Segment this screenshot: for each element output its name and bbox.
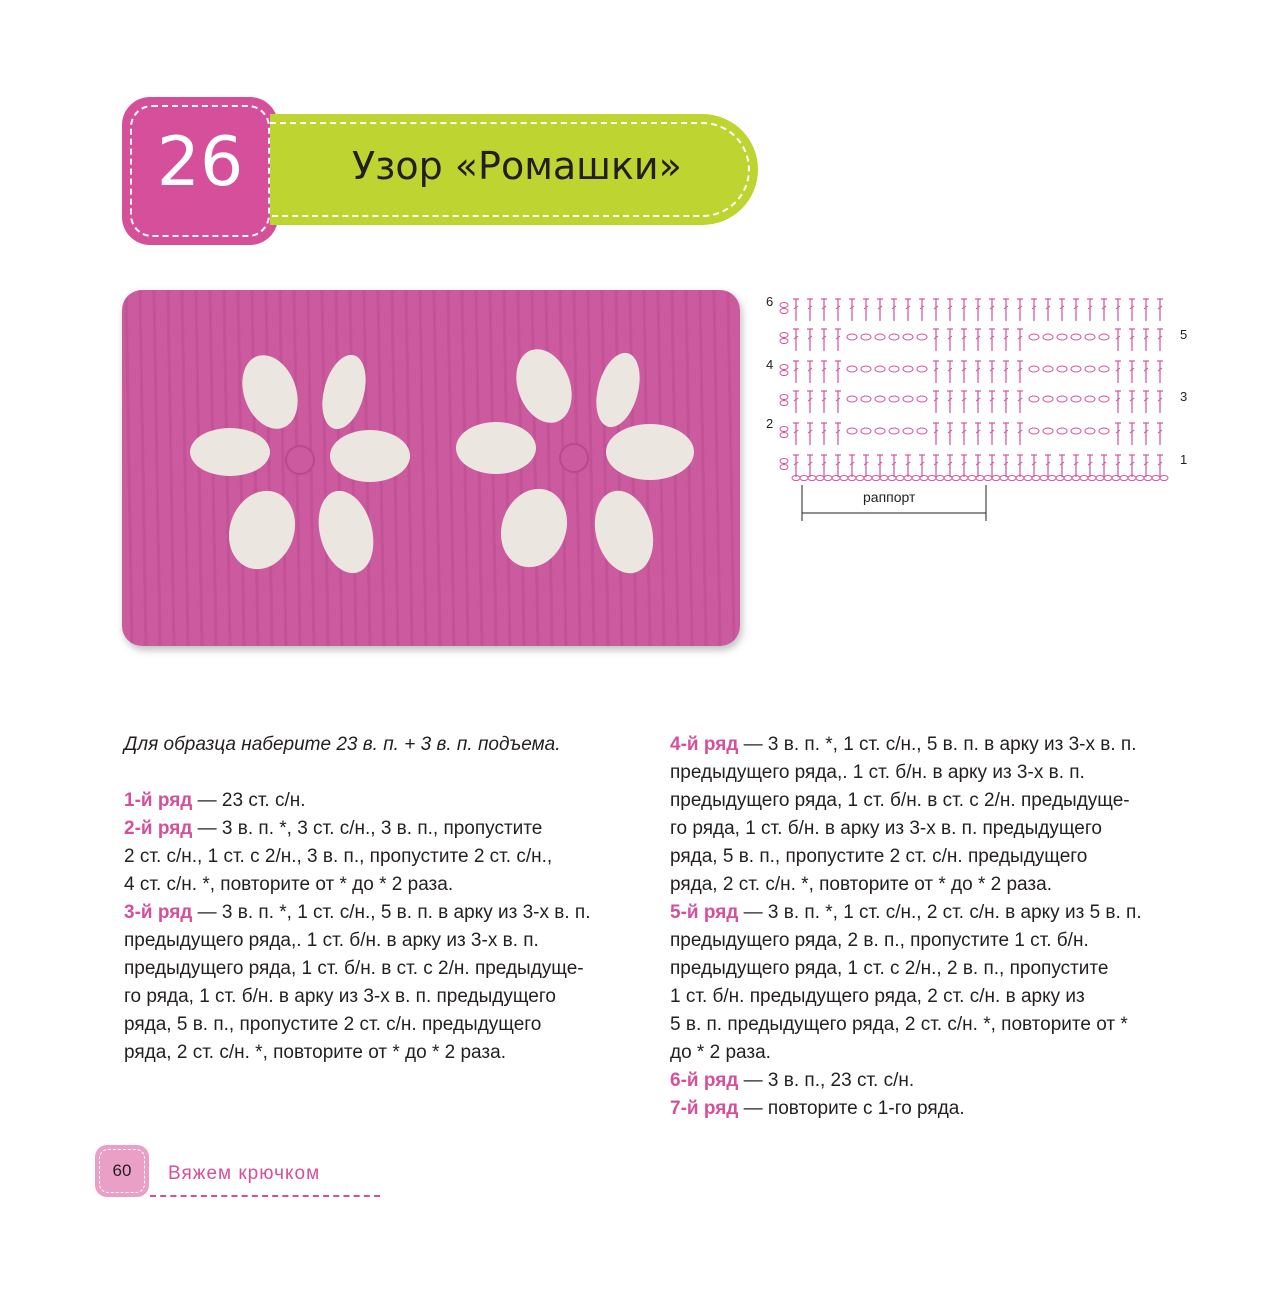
chain-arc: [875, 396, 885, 402]
instruction-line: [124, 955, 644, 983]
instruction-line: [670, 731, 1200, 759]
row-text: предыдущего ряда, 1 ст. с 2/н., 2 в. п., пропустите: [670, 958, 1109, 979]
instructions-right-column: [670, 731, 1200, 1123]
chain-arc: [1057, 366, 1067, 372]
chain-arc: [917, 428, 927, 434]
chain-arc: [861, 366, 871, 372]
chain-arc: [1085, 396, 1095, 402]
instruction-line: [670, 759, 1200, 787]
turning-chain: [780, 433, 788, 438]
title-bar: [270, 114, 758, 225]
row-text: — 3 в. п. *, 1 ст. с/н., 5 в. п. в арку из 3-х в. п.: [197, 902, 591, 923]
row-label-6: 6: [766, 294, 774, 309]
chain-arc: [1099, 366, 1109, 372]
chain-stitch: [1000, 476, 1008, 481]
chain-stitch: [1056, 476, 1064, 481]
chain-arc: [861, 334, 871, 340]
row-text: — 23 ст. с/н.: [197, 790, 306, 811]
instruction-line: [670, 899, 1200, 927]
chain-stitch: [872, 476, 880, 481]
turning-chain: [780, 427, 788, 432]
chain-stitch: [1024, 476, 1032, 481]
crochet-sample-image: [122, 290, 740, 646]
chain-stitch: [1136, 476, 1144, 481]
chain-arc: [847, 334, 857, 340]
chain-stitch: [952, 476, 960, 481]
instruction-line: [124, 787, 644, 815]
petal-hole: [330, 430, 410, 482]
chain-arc: [1071, 396, 1081, 402]
chain-stitch: [1120, 476, 1128, 481]
chain-arc: [1085, 334, 1095, 340]
row-label: 2-й ряд: [124, 818, 193, 839]
row-text: — повторите с 1-го ряда.: [743, 1098, 965, 1119]
chain-arc: [1043, 396, 1053, 402]
instruction-line: [124, 871, 644, 899]
chain-stitch: [1032, 476, 1040, 481]
turning-chain: [780, 401, 788, 406]
chain-stitch: [1080, 476, 1088, 481]
row-label-2: 2: [766, 416, 774, 431]
chain-stitch: [968, 476, 976, 481]
chain-arc: [1085, 366, 1095, 372]
crochet-scheme: [760, 285, 1200, 525]
row-label-1: 1: [1180, 452, 1188, 467]
chain-arc: [1071, 366, 1081, 372]
flower-center: [560, 444, 588, 472]
row-text: предыдущего ряда, 1 ст. б/н. в ст. с 2/н. предыдуще-: [124, 958, 584, 979]
instruction-line: [670, 787, 1200, 815]
row-text: го ряда, 1 ст. б/н. в арку из 3-х в. п. предыдущего: [670, 818, 1102, 839]
flower-center: [286, 446, 314, 474]
section-number-badge: [122, 97, 278, 245]
chain-stitch: [888, 476, 896, 481]
chain-stitch: [864, 476, 872, 481]
row-text: — 3 в. п. *, 1 ст. с/н., 5 в. п. в арку из 3-х в. п.: [743, 734, 1137, 755]
chain-arc: [1085, 428, 1095, 434]
intro-text: Для образца наберите 23 в. п. + 3 в. п. подъема.: [124, 734, 561, 755]
chain-arc: [875, 334, 885, 340]
turning-chain: [780, 303, 788, 308]
chain-stitch: [1048, 476, 1056, 481]
chain-arc: [875, 366, 885, 372]
chain-arc: [1043, 428, 1053, 434]
instructions-left-column: [124, 731, 644, 1067]
row-text: 1 ст. б/н. предыдущего ряда, 2 ст. с/н. в арку из: [670, 986, 1085, 1007]
chain-stitch: [824, 476, 832, 481]
turning-chain: [780, 465, 788, 470]
row-text: 4 ст. с/н. *, повторите от * до * 2 раза.: [124, 874, 454, 895]
turning-chain: [780, 395, 788, 400]
chain-arc: [861, 396, 871, 402]
row-text: 5 в. п. предыдущего ряда, 2 ст. с/н. *, повторите от *: [670, 1014, 1128, 1035]
petal-hole: [606, 424, 694, 480]
row-text: ряда, 2 ст. с/н. *, повторите от * до * 2 раза.: [670, 874, 1052, 895]
chain-stitch: [920, 476, 928, 481]
chain-stitch: [1088, 476, 1096, 481]
instruction-line: [670, 955, 1200, 983]
turning-chain: [780, 309, 788, 314]
row-text: предыдущего ряда, 1 ст. б/н. в ст. с 2/н. предыдуще-: [670, 790, 1130, 811]
row-label: 7-й ряд: [670, 1098, 739, 1119]
chain-stitch: [808, 476, 816, 481]
chain-arc: [1043, 366, 1053, 372]
chain-stitch: [976, 476, 984, 481]
section-number: 26: [156, 123, 244, 202]
row-text: предыдущего ряда, 2 в. п., пропустите 1 ст. б/н.: [670, 930, 1089, 951]
chain-stitch: [1152, 476, 1160, 481]
chain-stitch: [1040, 476, 1048, 481]
chain-arc: [1029, 428, 1039, 434]
turning-chain: [780, 339, 788, 344]
chain-stitch: [840, 476, 848, 481]
chain-arc: [875, 428, 885, 434]
chain-stitch: [928, 476, 936, 481]
row-label: 4-й ряд: [670, 734, 739, 755]
page-number: 60: [112, 1161, 132, 1180]
instruction-line: [670, 983, 1200, 1011]
row-label: 1-й ряд: [124, 790, 193, 811]
footer-dashed-line: [150, 1195, 380, 1197]
page-title: Узор «Ромашки»: [352, 144, 682, 188]
instruction-line: [670, 1039, 1200, 1067]
sample-photo: [122, 290, 740, 646]
chain-stitch: [1144, 476, 1152, 481]
chain-arc: [1029, 366, 1039, 372]
instruction-line: [124, 899, 644, 927]
chain-stitch: [1112, 476, 1120, 481]
instruction-line: [124, 1011, 644, 1039]
row-text: до * 2 раза.: [670, 1042, 771, 1063]
chain-stitch: [1008, 476, 1016, 481]
chain-arc: [903, 396, 913, 402]
row-text: предыдущего ряда,. 1 ст. б/н. в арку из 3-х в. п.: [670, 762, 1085, 783]
instruction-line: [670, 1067, 1200, 1095]
instruction-line: [124, 1039, 644, 1067]
chain-arc: [1099, 396, 1109, 402]
row-label: 6-й ряд: [670, 1070, 739, 1091]
chain-arc: [1029, 396, 1039, 402]
chain-stitch: [1064, 476, 1072, 481]
instruction-line: [670, 815, 1200, 843]
chain-stitch: [1160, 476, 1168, 481]
chain-arc: [889, 334, 899, 340]
chain-stitch: [984, 476, 992, 481]
row-text: — 3 в. п., 23 ст. с/н.: [743, 1070, 915, 1091]
chain-stitch: [832, 476, 840, 481]
row-text: 2 ст. с/н., 1 ст. с 2/н., 3 в. п., пропустите 2 ст. с/н.,: [124, 846, 553, 867]
chain-arc: [1043, 334, 1053, 340]
chain-stitch: [992, 476, 1000, 481]
chain-stitch: [880, 476, 888, 481]
row-text: предыдущего ряда,. 1 ст. б/н. в арку из 3-х в. п.: [124, 930, 539, 951]
chain-stitch: [944, 476, 952, 481]
instruction-line: [670, 927, 1200, 955]
rows-left: [124, 787, 644, 1067]
chain-arc: [1071, 334, 1081, 340]
chain-arc: [889, 396, 899, 402]
chain-arc: [1071, 428, 1081, 434]
row-label-5: 5: [1180, 327, 1188, 342]
turning-chain: [780, 333, 788, 338]
row-text: ряда, 5 в. п., пропустите 2 ст. с/н. предыдущего: [124, 1014, 542, 1035]
chain-stitch: [1096, 476, 1104, 481]
repeat-label: раппорт: [863, 489, 916, 505]
chain-arc: [847, 366, 857, 372]
chain-stitch: [816, 476, 824, 481]
instruction-line: [670, 1095, 1200, 1123]
row-label-3: 3: [1180, 389, 1188, 404]
row-text: ряда, 2 ст. с/н. *, повторите от * до * 2 раза.: [124, 1042, 506, 1063]
chain-stitch: [800, 476, 808, 481]
row-text: — 3 в. п. *, 3 ст. с/н., 3 в. п., пропустите: [197, 818, 543, 839]
petal-hole: [190, 428, 270, 476]
turning-chain: [780, 459, 788, 464]
chain-stitch: [912, 476, 920, 481]
row-label: 3-й ряд: [124, 902, 193, 923]
chain-arc: [903, 366, 913, 372]
chain-stitch: [936, 476, 944, 481]
instruction-line: [124, 815, 644, 843]
turning-chain: [780, 371, 788, 376]
instruction-line: [670, 871, 1200, 899]
chain-arc: [889, 428, 899, 434]
chain-stitch: [1104, 476, 1112, 481]
row-text: го ряда, 1 ст. б/н. в арку из 3-х в. п. предыдущего: [124, 986, 556, 1007]
instruction-line: [124, 983, 644, 1011]
chain-arc: [1099, 428, 1109, 434]
rows-right: [670, 731, 1200, 1123]
chain-arc: [917, 334, 927, 340]
chain-arc: [1029, 334, 1039, 340]
page-number-badge: [95, 1145, 149, 1197]
row-label: 5-й ряд: [670, 902, 739, 923]
instruction-line: [670, 1011, 1200, 1039]
chain-arc: [903, 428, 913, 434]
chain-arc: [847, 396, 857, 402]
petal-hole: [456, 422, 536, 474]
chain-arc: [917, 396, 927, 402]
chain-arc: [1057, 334, 1067, 340]
chain-stitch: [896, 476, 904, 481]
book-title: Вяжем крючком: [168, 1163, 321, 1184]
chain-arc: [889, 366, 899, 372]
row-text: — 3 в. п. *, 1 ст. с/н., 2 ст. с/н. в арку из 5 в. п.: [743, 902, 1142, 923]
chain-arc: [917, 366, 927, 372]
instruction-line: [124, 927, 644, 955]
instruction-line: [670, 843, 1200, 871]
row-label-4: 4: [766, 357, 774, 372]
chain-arc: [1099, 334, 1109, 340]
chain-arc: [1057, 428, 1067, 434]
chain-arc: [847, 428, 857, 434]
instruction-line: [124, 843, 644, 871]
turning-chain: [780, 365, 788, 370]
chain-stitch: [856, 476, 864, 481]
chain-arc: [861, 428, 871, 434]
chain-arc: [1057, 396, 1067, 402]
chain-arc: [903, 334, 913, 340]
crochet-chart: [760, 285, 1200, 525]
row-text: ряда, 5 в. п., пропустите 2 ст. с/н. предыдущего: [670, 846, 1088, 867]
